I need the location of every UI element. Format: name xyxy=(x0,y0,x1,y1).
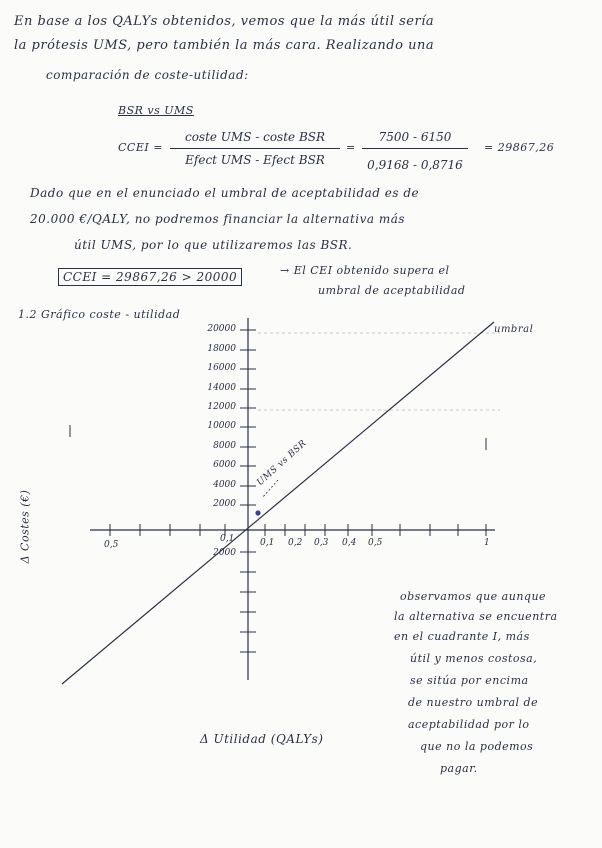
formula-equals: = xyxy=(346,141,356,154)
x-axis-label: Δ Utilidad (QALYs) xyxy=(200,732,324,746)
x-tick-neg-0-1: 0,1 xyxy=(220,534,235,544)
arrow-note-1: → El CEI obtenido supera el xyxy=(280,264,450,277)
intro-line-3: comparación de coste-utilidad: xyxy=(46,68,249,82)
observation-line-5: se sitúa por encima xyxy=(410,674,529,687)
comparison-heading: BSR vs UMS xyxy=(118,104,194,117)
conclusion-line-2: 20.000 €/QALY, no podremos financiar la alternativa más xyxy=(30,212,406,226)
y-tick-10000: 10000 xyxy=(207,421,236,431)
observation-line-3: en el cuadrante I, más xyxy=(394,630,530,643)
boxed-result: CCEI = 29867,26 > 20000 xyxy=(58,268,242,286)
numeric-numerator: 7500 - 6150 xyxy=(378,130,452,144)
arrow-note-2: umbral de aceptabilidad xyxy=(318,284,466,297)
y-tick-2000: 2000 xyxy=(213,499,236,509)
ccei-label: CCEI = xyxy=(118,141,163,154)
observation-line-2: la alternativa se encuentra xyxy=(394,610,558,623)
y-tick-18000: 18000 xyxy=(207,344,236,354)
y-tick-neg-2000: 2000 xyxy=(213,548,236,558)
y-axis-label: Δ Costes (€) xyxy=(18,489,32,564)
formula-numerator: coste UMS - coste BSR xyxy=(184,130,326,144)
observation-line-1: observamos que aunque xyxy=(400,590,547,603)
data-point-ums-vs-bsr xyxy=(255,510,260,515)
x-tick-0-3: 0,3 xyxy=(314,538,329,548)
x-tick-1: 1 xyxy=(484,538,490,548)
threshold-label: umbral xyxy=(494,324,534,335)
x-tick-0-2: 0,2 xyxy=(288,538,303,548)
graph-title: 1.2 Gráfico coste - utilidad xyxy=(18,308,181,321)
numeric-denominator: 0,9168 - 0,8716 xyxy=(367,158,463,172)
intro-line-2: la prótesis UMS, pero también la más cara. Realizando una xyxy=(14,38,435,53)
observation-line-9: pagar. xyxy=(440,762,478,775)
formula-denominator: Efect UMS - Efect BSR xyxy=(185,153,325,167)
x-tick-0-1: 0,1 xyxy=(260,538,275,548)
y-tick-12000: 12000 xyxy=(207,402,236,412)
conclusion-line-1: Dado que en el enunciado el umbral de aceptabilidad es de xyxy=(30,186,420,200)
y-tick-4000: 4000 xyxy=(213,480,236,490)
observation-line-7: aceptabilidad por lo xyxy=(408,718,530,731)
y-tick-6000: 6000 xyxy=(213,460,236,470)
y-tick-20000: 20000 xyxy=(207,324,236,334)
comparison-result: = 29867,26 xyxy=(484,141,555,154)
y-tick-16000: 16000 xyxy=(207,363,236,373)
observation-line-4: útil y menos costosa, xyxy=(410,652,538,665)
observation-line-8: que no la podemos xyxy=(420,740,534,753)
intro-line-1: En base a los QALYs obtenidos, vemos que la más útil sería xyxy=(14,14,435,29)
x-tick-0-4: 0,4 xyxy=(342,538,357,548)
conclusion-line-3: útil UMS, por lo que utilizaremos las BSR. xyxy=(74,238,353,252)
observation-line-6: de nuestro umbral de xyxy=(408,696,539,709)
y-tick-8000: 8000 xyxy=(213,441,236,451)
y-tick-14000: 14000 xyxy=(207,383,236,393)
x-tick-0-5: 0,5 xyxy=(368,538,383,548)
x-tick-neg-0-5: 0,5 xyxy=(104,540,119,550)
point-label: UMS vs BSR xyxy=(255,438,309,488)
